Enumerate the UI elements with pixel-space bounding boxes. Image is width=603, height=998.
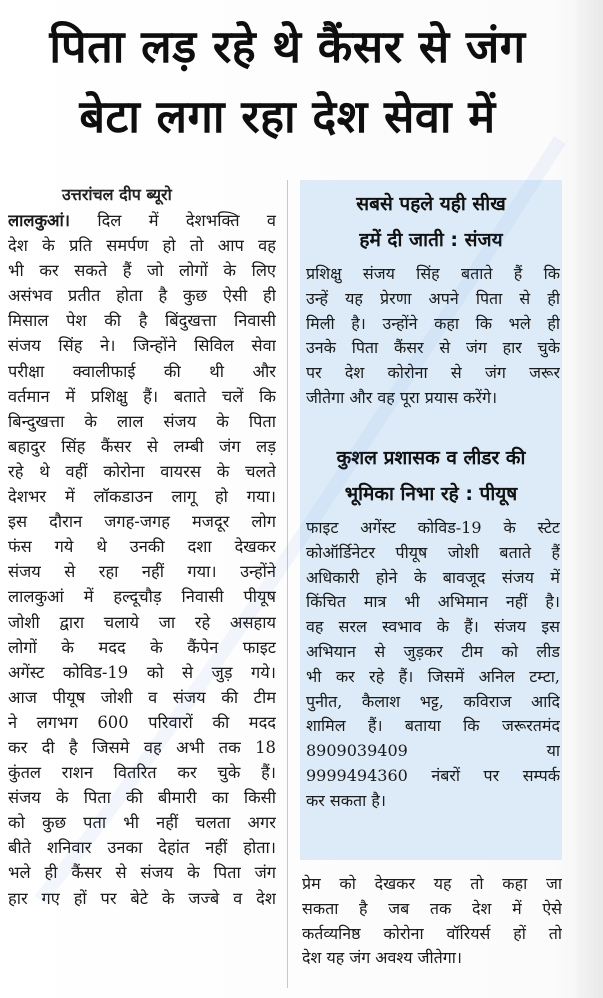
phone-line-1: 8909039409 या	[306, 741, 560, 761]
story-line: संजय सिंह ने। जिन्होंने सिविल सेवा	[8, 336, 276, 356]
dateline: लालकुआं।	[8, 211, 71, 230]
story-line: असंभव प्रतीत होता है कुछ ऐसी ही	[8, 286, 276, 306]
story-line: लोगों के मदद के कैंपेन फाइट	[8, 637, 276, 657]
headline-line-2: बेटा लगा रहा देश सेवा में	[79, 90, 496, 143]
continuation-line: देश यह जंग अवश्य जीतेगा।	[302, 948, 462, 968]
sidebar-line: मिली है। उन्होंने कहा कि भले ही	[306, 313, 560, 333]
story-line: संजय के पिता की बीमारी का किसी	[8, 788, 276, 808]
story-line: ने लगभग 600 परिवारों की मदद	[8, 712, 276, 732]
sidebar-line: भी कर रहे हैं। जिसमें अनिल टम्टा,	[306, 666, 560, 686]
main-story-column	[8, 208, 276, 911]
story-line: आज पीयूष जोशी व संजय की टीम	[8, 687, 276, 707]
phone-line-2: 9999494360 नंबरों पर सम्पर्क	[306, 765, 560, 785]
story-line: बीते शनिवार उनका देहांत नहीं होता।	[8, 838, 276, 858]
sidebar-section-2-body	[306, 516, 560, 814]
sidebar-section-1-body	[306, 262, 560, 411]
story-line: फंस गये थे उनकी दशा देखकर	[8, 537, 276, 557]
sidebar-line: अधिकारी होने के बावजूद संजय में	[306, 567, 560, 587]
byline: उत्तरांचल दीप ब्यूरो	[62, 185, 172, 204]
story-line	[8, 208, 276, 233]
continuation-line: सकता है जब तक देश में ऐसे	[302, 898, 562, 918]
story-line: परीक्षा क्वालीफाई की थी और	[8, 361, 276, 381]
sidebar-line: कर सकता है।	[306, 790, 386, 810]
story-line: वर्तमान में प्रशिक्षु हैं। बताते चलें कि	[8, 386, 276, 406]
sidebar-line: अभियान से जुड़कर टीम को लीड	[306, 641, 560, 661]
story-line: लालकुआं में हल्दूचौड़ निवासी पीयूष	[8, 587, 276, 607]
story-line: हार गए हों पर बेटे के जज्बे व देश	[8, 888, 276, 908]
sidebar-line: प्रशिक्षु संजय सिंह बताते हैं कि	[306, 264, 560, 283]
story-line: बिन्दुखत्ता के लाल संजय के पिता	[8, 411, 276, 431]
sidebar-heading-1-line-2: हमें दी जाती : संजय	[359, 229, 503, 251]
story-line: भले ही कैंसर से संजय के पिता जंग	[8, 863, 276, 883]
story-line: कर दी है जिसमे वह अभी तक 18	[8, 737, 276, 757]
sidebar-line: उनके पिता कैंसर से जंग हार चुके	[306, 338, 560, 358]
story-line: संजय से रहा नहीं गया। उन्होंने	[8, 562, 276, 582]
sidebar-line: पुनीत, कैलाश भट्ट, कविराज आदि	[306, 691, 560, 711]
headline-line-1: पिता लड़ रहे थे कैंसर से जंग	[49, 20, 526, 73]
sidebar-line: शामिल हैं। बताया कि जरूरतमंद	[306, 716, 560, 736]
sidebar-line: जीतेगा और वह पूरा प्रयास करेंगे।	[306, 387, 498, 407]
page-edge-shadow	[577, 0, 603, 998]
sidebar-heading-1-line-1: सबसे पहले यही सीख	[356, 193, 506, 215]
sidebar-line: उन्हें यह प्रेरणा अपने पिता से ही	[306, 288, 560, 308]
sidebar-heading-1	[300, 186, 562, 258]
column-divider	[287, 180, 288, 988]
sidebar-heading-2	[300, 440, 562, 512]
sidebar-line: किंचित मात्र भी अभिमान नहीं है।	[306, 592, 560, 612]
story-line: भी कर सकते हैं जो लोगों के लिए	[8, 261, 276, 281]
sidebar-line: फाइट अगेंस्ट कोविड-19 के स्टेट	[306, 518, 560, 537]
story-line-text: दिल में देशभक्ति व	[97, 211, 276, 230]
story-line: देश के प्रति समर्पण हो तो आप वह	[8, 236, 276, 256]
story-continuation	[302, 872, 562, 971]
story-line: बहादुर सिंह कैंसर से लम्बी जंग लड़	[8, 436, 276, 456]
story-line: को कुछ पता भी नहीं चलता अगर	[8, 813, 276, 833]
story-line: जोशी द्वारा चलाये जा रहे असहाय	[8, 612, 276, 632]
continuation-line: कर्तव्यनिष्ठ कोरोना वॉरियर्स हों तो	[302, 923, 562, 943]
story-line: अगेंस्ट कोविड-19 को से जुड़ गये।	[8, 662, 276, 682]
story-line: इस दौरान जगह-जगह मजदूर लोग	[8, 512, 276, 532]
story-line: कुंतल राशन वितरित कर चुके हैं।	[8, 763, 276, 783]
continuation-line: प्रेम को देखकर यह तो कहा जा	[302, 874, 562, 893]
sidebar-heading-2-line-2: भूमिका निभा रहे : पीयूष	[344, 483, 518, 505]
sidebar-line: वह सरल स्वभाव के हैं। संजय इस	[306, 617, 560, 637]
story-line: रहे थे वहीं कोरोना वायरस के चलते	[8, 461, 276, 481]
sidebar-line: कोऑर्डिनेटर पीयूष जोशी बताते हैं	[306, 542, 560, 562]
story-line: देशभर में लॉकडाउन लागू हो गया।	[8, 487, 276, 507]
story-line: मिसाल पेश की है बिंदुखत्ता निवासी	[8, 311, 276, 331]
sidebar-line: पर देश कोरोना से जंग जरूर	[306, 363, 560, 383]
sidebar-heading-2-line-1: कुशल प्रशासक व लीडर की	[336, 447, 526, 469]
